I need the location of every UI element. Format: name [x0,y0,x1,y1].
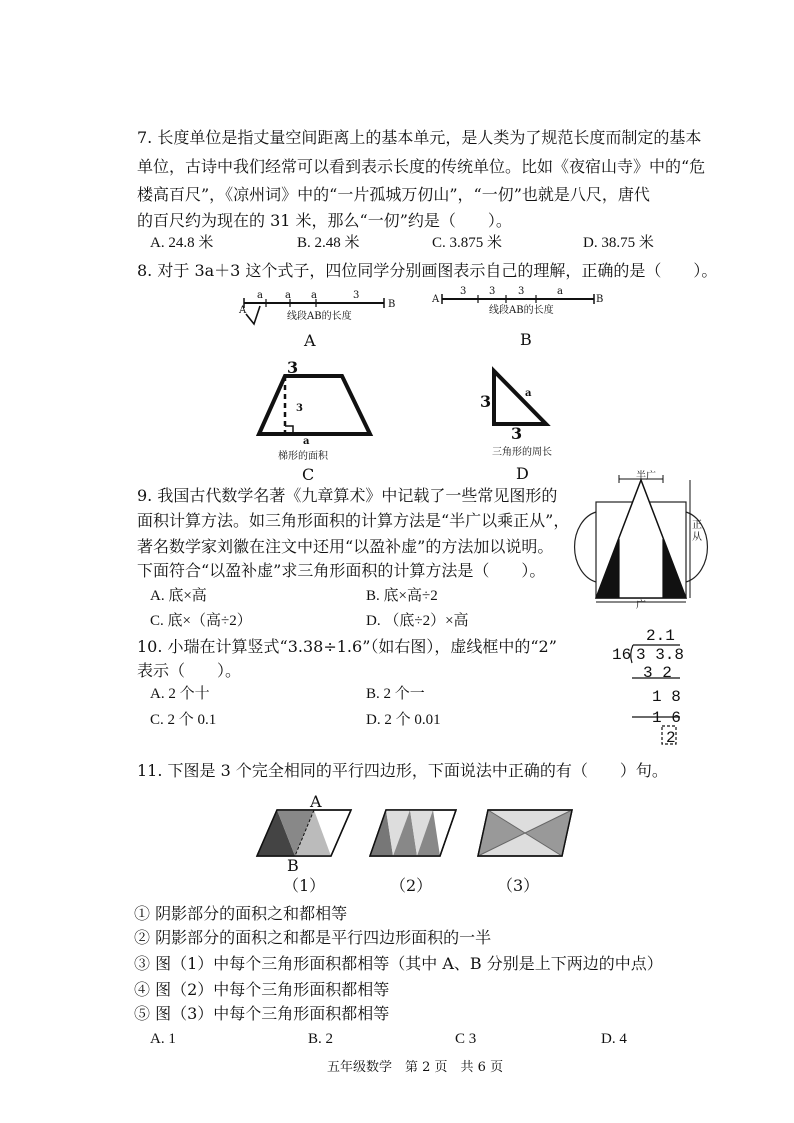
q9-option-a: A. 底×高 [150,588,207,604]
q10-remainder-boxed: 2 [666,729,676,747]
q8-a-seg-3: a [311,290,317,301]
q11-statement-4: ④ 图（2）中每个三角形面积都相等 [134,980,390,999]
q8-c-letter: C [302,465,315,484]
q8-d-left-label: 3 [480,392,492,411]
q9-figure-side-label: 正从 [692,520,702,543]
q9-line-2: 面积计算方法。如三角形面积的计算方法是“半广以乘正从”， [137,511,570,530]
q10-dividend: 3 3.8 [636,646,685,664]
q11-option-c: C 3 [455,1031,477,1047]
q11-figure-1 [255,806,355,862]
q8-figure-c [250,370,380,440]
q7-line-1: 7. 长度单位是指丈量空间距离上的基本单元，是人类为了规范长度而制定的基本 [137,128,702,147]
q11-point-a: A [310,792,322,811]
q8-b-seg-3: 3 [518,286,525,297]
q8-c-caption: 梯形的面积 [278,451,328,462]
q10-divisor: 16 [612,646,632,664]
q9-option-b: B. 底×高÷2 [366,588,438,604]
q11-statement-2: ② 阴影部分的面积之和都是平行四边形面积的一半 [134,928,492,947]
q8-d-caption: 三角形的周长 [492,447,552,458]
q8-a-point-b: B [388,299,396,310]
q9-line-1: 9. 我国古代数学名著《九章算术》中记载了一些常见图形的 [137,486,558,505]
q7-line-3: 楼高百尺”，《凉州词》中的“一片孤城万仞山”，“一仞”也就是八尺，唐代 [137,185,650,204]
q11-option-d: D. 4 [601,1031,627,1047]
q10-partial-3: 1 6 [652,709,681,727]
q9-option-c: C. 底×（高÷2） [150,613,252,629]
q7-option-d: D. 38.75 米 [583,235,654,251]
q8-b-seg-2: 3 [489,286,496,297]
q11-figure-1-label: （1） [283,876,326,895]
q11-statement-5: ⑤ 图（3）中每个三角形面积都相等 [134,1004,390,1023]
q8-b-letter: B [520,330,532,349]
q11-figure-3 [478,806,578,862]
q8-d-hyp-label: a [525,388,532,399]
q7-option-b: B. 2.48 米 [297,235,360,251]
q10-line-2: 表示（ ）。 [137,661,242,680]
q11-figure-2 [370,806,460,862]
q9-figure-base-label: 广 [636,600,646,611]
q10-option-d: D. 2 个 0.01 [366,712,441,728]
q8-c-base-label: a [303,436,310,447]
q11-statement-1: ① 阴影部分的面积之和都相等 [134,904,348,923]
q10-option-a: A. 2 个十 [150,686,210,702]
q8-b-seg-4: a [557,286,563,297]
q8-d-base-label: 3 [511,424,523,443]
q8-a-caption: 线段AB的长度 [287,311,352,322]
q10-partial-2: 1 8 [652,688,681,706]
q10-partial-1: 3 2 [643,664,672,682]
q10-option-b: B. 2 个一 [366,686,425,702]
q11-point-b: B [287,856,299,875]
q11-figure-2-label: （2） [390,876,433,895]
q9-figure-top-label: 半广 [636,471,656,482]
q8-a-seg-4: 3 [353,290,360,301]
q11-stem: 11. 下图是 3 个完全相同的平行四边形，下面说法中正确的有（ ）句。 [137,761,668,780]
q9-figure [588,472,704,612]
q8-a-point-a: A [239,305,247,316]
q10-option-c: C. 2 个 0.1 [150,712,217,728]
q11-option-a: A. 1 [150,1031,176,1047]
q8-b-point-a: A [432,294,440,305]
q10-quotient: 2.1 [646,627,675,645]
q8-a-letter: A [304,331,316,350]
q8-c-top-label: 3 [287,358,299,377]
q8-stem: 8. 对于 3a＋3 这个式子，四位同学分别画图表示自己的理解，正确的是（ ）。 [137,261,718,280]
q7-line-4: 的百尺约为现在的 31 米，那么“一仞”约是（ ）。 [137,211,512,230]
q8-a-seg-1: a [257,290,263,301]
q11-figure-3-label: （3） [497,876,540,895]
q7-option-a: A. 24.8 米 [150,235,214,251]
q8-c-height-label: 3 [296,403,303,414]
q8-b-point-b: B [596,294,604,305]
q10-line-1: 10. 小瑞在计算竖式“3.38÷1.6”（如右图），虚线框中的“2” [137,637,557,656]
q7-line-2: 单位，古诗中我们经常可以看到表示长度的传统单位。比如《夜宿山寺》中的“危 [137,157,706,176]
q8-b-seg-1: 3 [460,286,467,297]
page-footer: 五年级数学 第 2 页 共 6 页 [327,1060,504,1075]
q8-d-letter: D [516,464,529,483]
q9-line-4: 下面符合“以盈补虚”求三角形面积的计算方法是（ ）。 [137,561,546,580]
q11-statement-3: ③ 图（1）中每个三角形面积都相等（其中 A、B 分别是上下两边的中点） [134,954,663,973]
q9-line-3: 著名数学家刘徽在注文中还用“以盈补虚”的方法加以说明。 [137,537,554,556]
q9-option-d: D. （底÷2）×高 [366,613,469,629]
q8-a-seg-2: a [285,290,291,301]
q11-option-b: B. 2 [308,1031,334,1047]
q7-option-c: C. 3.875 米 [432,235,503,251]
q8-b-caption: 线段AB的长度 [489,305,554,316]
